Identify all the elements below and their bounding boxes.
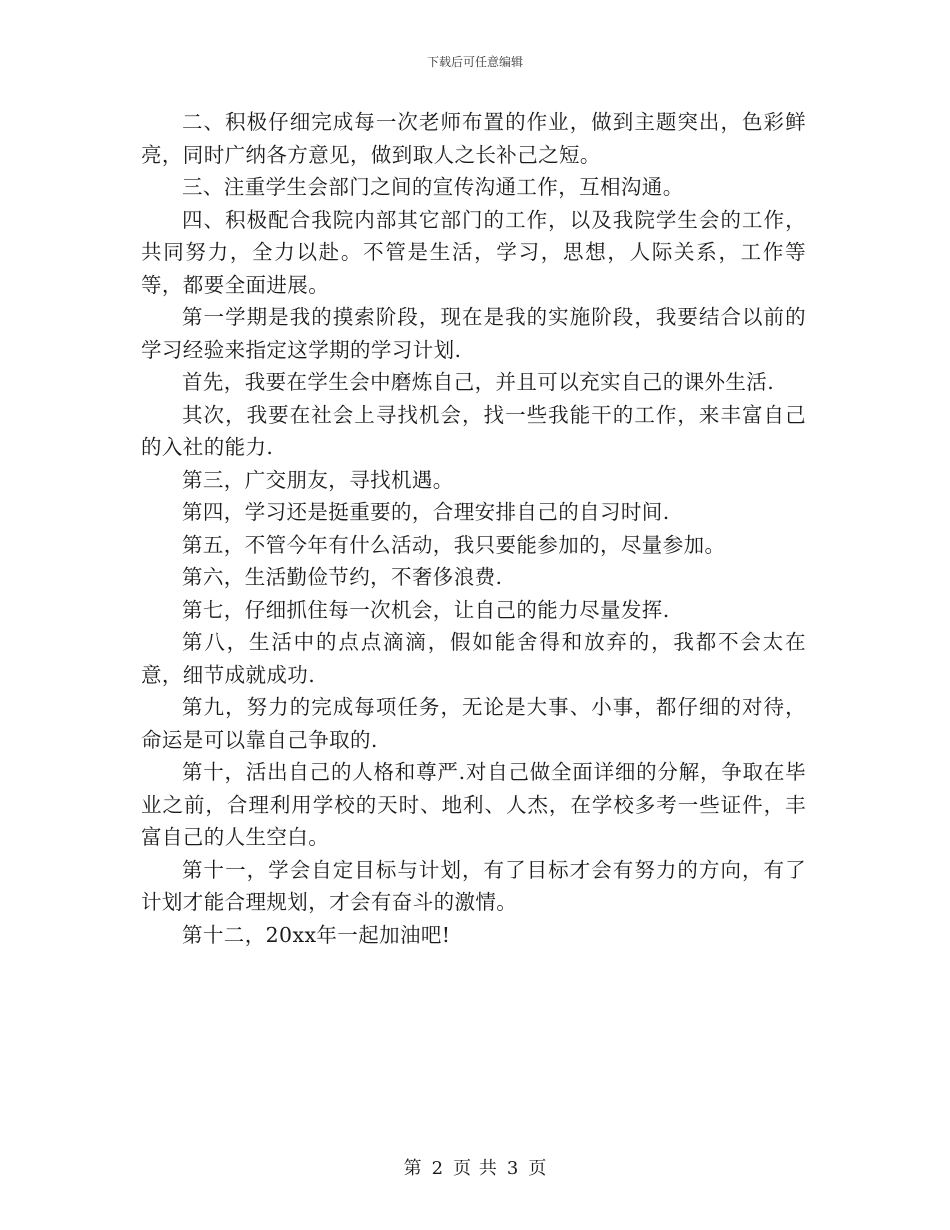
paragraph: 第六，生活勤俭节约，不奢侈浪费. xyxy=(182,565,503,589)
paragraph: 第三，广交朋友，寻找机遇。 xyxy=(182,467,454,492)
paragraph: 第一学期是我的摸索阶段，现在是我的实施阶段，我要结合以前的学习经验来指定这学期的学习计划. xyxy=(141,305,806,362)
paragraph: 第八，生活中的点点滴滴，假如能舍得和放弃的，我都不会太在意，细节成就成功. xyxy=(141,630,806,687)
paragraph: 其次，我要在社会上寻找机会，找一些我能干的工作，来丰富自己的入社的能力. xyxy=(141,402,806,459)
page-label-suffix: 页 xyxy=(528,1158,547,1179)
paragraph: 第五，不管今年有什么活动，我只要能参加的，尽量参加。 xyxy=(182,532,726,557)
paragraph: 三、注重学生会部门之间的宣传沟通工作，互相沟通。 xyxy=(182,175,684,199)
paragraph: 第十二，20xx年一起加油吧! xyxy=(182,922,451,947)
paragraph: 第九，努力的完成每项任务，无论是大事、小事，都仔细的对待，命运是可以靠自己争取的. xyxy=(141,695,806,752)
page-number-footer xyxy=(0,1154,950,1180)
paragraph: 第四，学习还是挺重要的，合理安排自己的自习时间. xyxy=(182,500,670,524)
page-label-mid: 页 共 xyxy=(453,1158,497,1179)
current-page-number: 2 xyxy=(431,1158,444,1179)
paragraph: 第十一，学会自定目标与计划，有了目标才会有努力的方向，有了计划才能合理规划，才会有奋斗的激情。 xyxy=(141,857,806,914)
page-label-prefix: 第 xyxy=(403,1158,422,1179)
paragraph: 首先，我要在学生会中磨炼自己，并且可以充实自己的课外生活. xyxy=(182,370,775,394)
paragraph: 四、积极配合我院内部其它部门的工作，以及我院学生会的工作，共同努力，全力以赴。不管是生活，学习，思想，人际关系，工作等等，都要全面进展。 xyxy=(141,207,806,297)
page-header: 下载后可任意编辑 xyxy=(426,55,523,69)
paragraph: 二、积极仔细完成每一次老师布置的作业，做到主题突出，色彩鲜亮，同时广纳各方意见，做到取人之长补己之短。 xyxy=(141,110,806,167)
paragraph: 第十，活出自己的人格和尊严.对自己做全面详细的分解，争取在毕业之前，合理利用学校的天时、地利、人杰，在学校多考一些证件，丰富自己的人生空白。 xyxy=(141,760,806,849)
total-pages-number: 3 xyxy=(506,1158,519,1179)
document-body xyxy=(141,106,806,951)
paragraph: 第七，仔细抓住每一次机会，让自己的能力尽量发挥. xyxy=(182,597,670,622)
